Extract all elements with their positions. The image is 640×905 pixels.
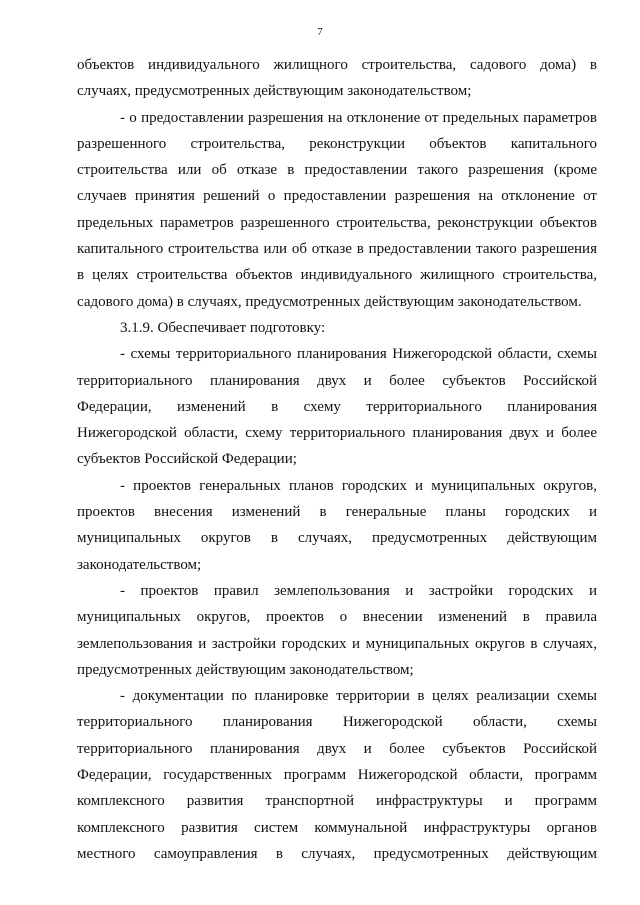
text-line: случаев принятия решений о предоставлении разрешения на отклонение от (77, 188, 597, 205)
text-line: предельных параметров разрешенного строительства, реконструкции объектов (77, 214, 597, 231)
text-line: субъектов Российской Федерации; (77, 451, 297, 468)
text-line: территориального планирования двух и более субъектов Российской (77, 372, 597, 389)
text-line: территориального планирования двух и более субъектов Российской (77, 740, 597, 757)
text-line: Федерации, государственных программ Нижегородской области, программ (77, 767, 597, 784)
document-body (77, 52, 597, 867)
text-line: муниципальных округов, проектов о внесении изменений в правила (77, 609, 597, 626)
text-line: строительства или об отказе в предоставлении такого разрешения (кроме (77, 162, 597, 179)
text-line: муниципальных округов в случаях, предусмотренных действующим (77, 530, 597, 547)
text-line: предусмотренных действующим законодательством; (77, 661, 414, 678)
text-line: садового дома) в случаях, предусмотренных действующим законодательством. (77, 293, 582, 310)
text-line: Нижегородской области, схему территориального планирования двух и более (77, 425, 597, 442)
text-line: 3.1.9. Обеспечивает подготовку: (120, 319, 326, 336)
text-line: Федерации, изменений в схему территориального планирования (77, 398, 597, 415)
text-line: комплексного развития транспортной инфраструктуры и программ (77, 793, 597, 810)
text-line: - проектов генеральных планов городских и муниципальных округов, (120, 477, 597, 494)
text-line: комплексного развития систем коммунальной инфраструктуры органов (77, 819, 597, 836)
text-line: - о предоставлении разрешения на отклонение от предельных параметров (120, 109, 597, 126)
text-line: объектов индивидуального жилищного строительства, садового дома) в (77, 57, 597, 73)
text-line: разрешенного строительства, реконструкции объектов капитального (77, 135, 597, 152)
text-line: - схемы территориального планирования Нижегородской области, схемы (120, 346, 597, 363)
text-line: случаях, предусмотренных действующим законодательством; (77, 83, 472, 100)
text-line: местного самоуправления в случаях, предусмотренных действующим (77, 845, 597, 862)
text-line: законодательством; (77, 556, 202, 573)
text-line: землепользования и застройки городских и муниципальных округов в случаях, (77, 635, 597, 652)
text-line: - проектов правил землепользования и застройки городских и (120, 582, 597, 599)
text-line: территориального планирования Нижегородской области, схемы (77, 714, 597, 731)
text-line: проектов внесения изменений в генеральные планы городских и (77, 504, 597, 521)
page-number: 7 (317, 26, 323, 38)
text-line: - документации по планировке территории в целях реализации схемы (120, 688, 597, 705)
text-line: в целях строительства объектов индивидуального жилищного строительства, (77, 267, 597, 284)
text-line: капитального строительства или об отказе в предоставлении такого разрешения (77, 241, 597, 258)
